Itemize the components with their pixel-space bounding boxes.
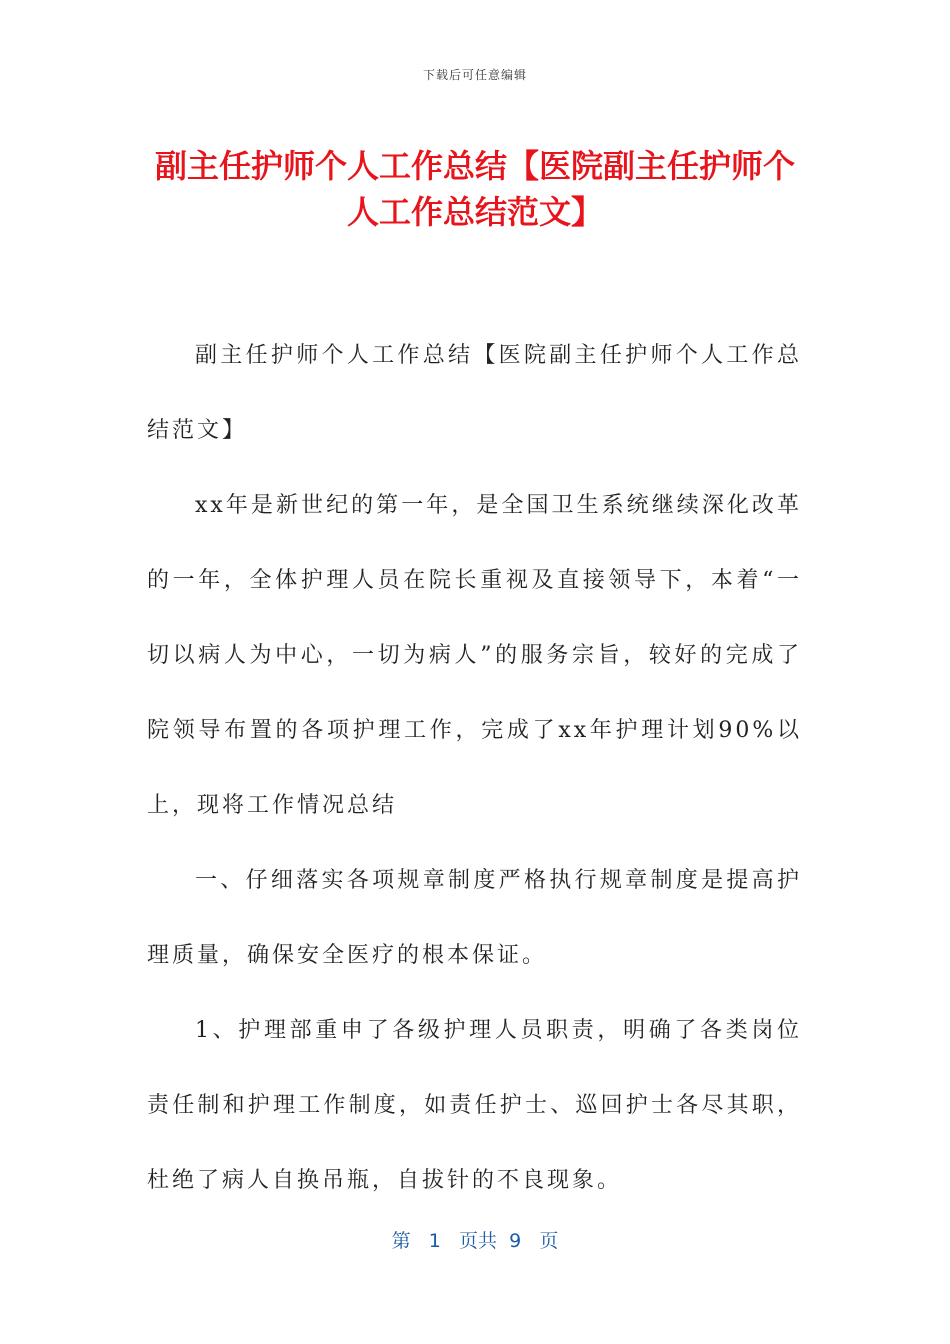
footer-page-total: 9 [509, 1230, 522, 1252]
footer-page-prefix: 第 [391, 1230, 411, 1252]
footer-page-number: 1 [428, 1230, 441, 1252]
footer-page-middle: 页共 [459, 1230, 498, 1252]
footer-page-suffix: 页 [539, 1230, 559, 1252]
document-title: 副主任护师个人工作总结【医院副主任护师个人工作总结范文】 [154, 147, 795, 231]
header-note: 下载后可任意编辑 [422, 68, 527, 82]
paragraph-intro: 副主任护师个人工作总结【医院副主任护师个人工作总结范文】 [147, 343, 802, 443]
paragraph-section-one: 一、仔细落实各项规章制度严格执行规章制度是提高护理质量，确保安全医疗的根本保证。 [147, 868, 802, 968]
paragraph-item-one: 1、护理部重申了各级护理人员职责，明确了各类岗位责任制和护理工作制度，如责任护士、巡回护士各尽其职，杜绝了病人自换吊瓶，自拔针的不良现象。 [147, 1018, 802, 1193]
paragraph-overview: xx年是新世纪的第一年，是全国卫生系统继续深化改革的一年，全体护理人员在院长重视及直接领导下，本着“一切以病人为中心，一切为病人”的服务宗旨，较好的完成了院领导布置的各项护理工作，完成了xx年护理计划90%以上，现将工作情况总结 [147, 493, 802, 818]
document-body [147, 318, 802, 1218]
page-footer [0, 1226, 950, 1253]
